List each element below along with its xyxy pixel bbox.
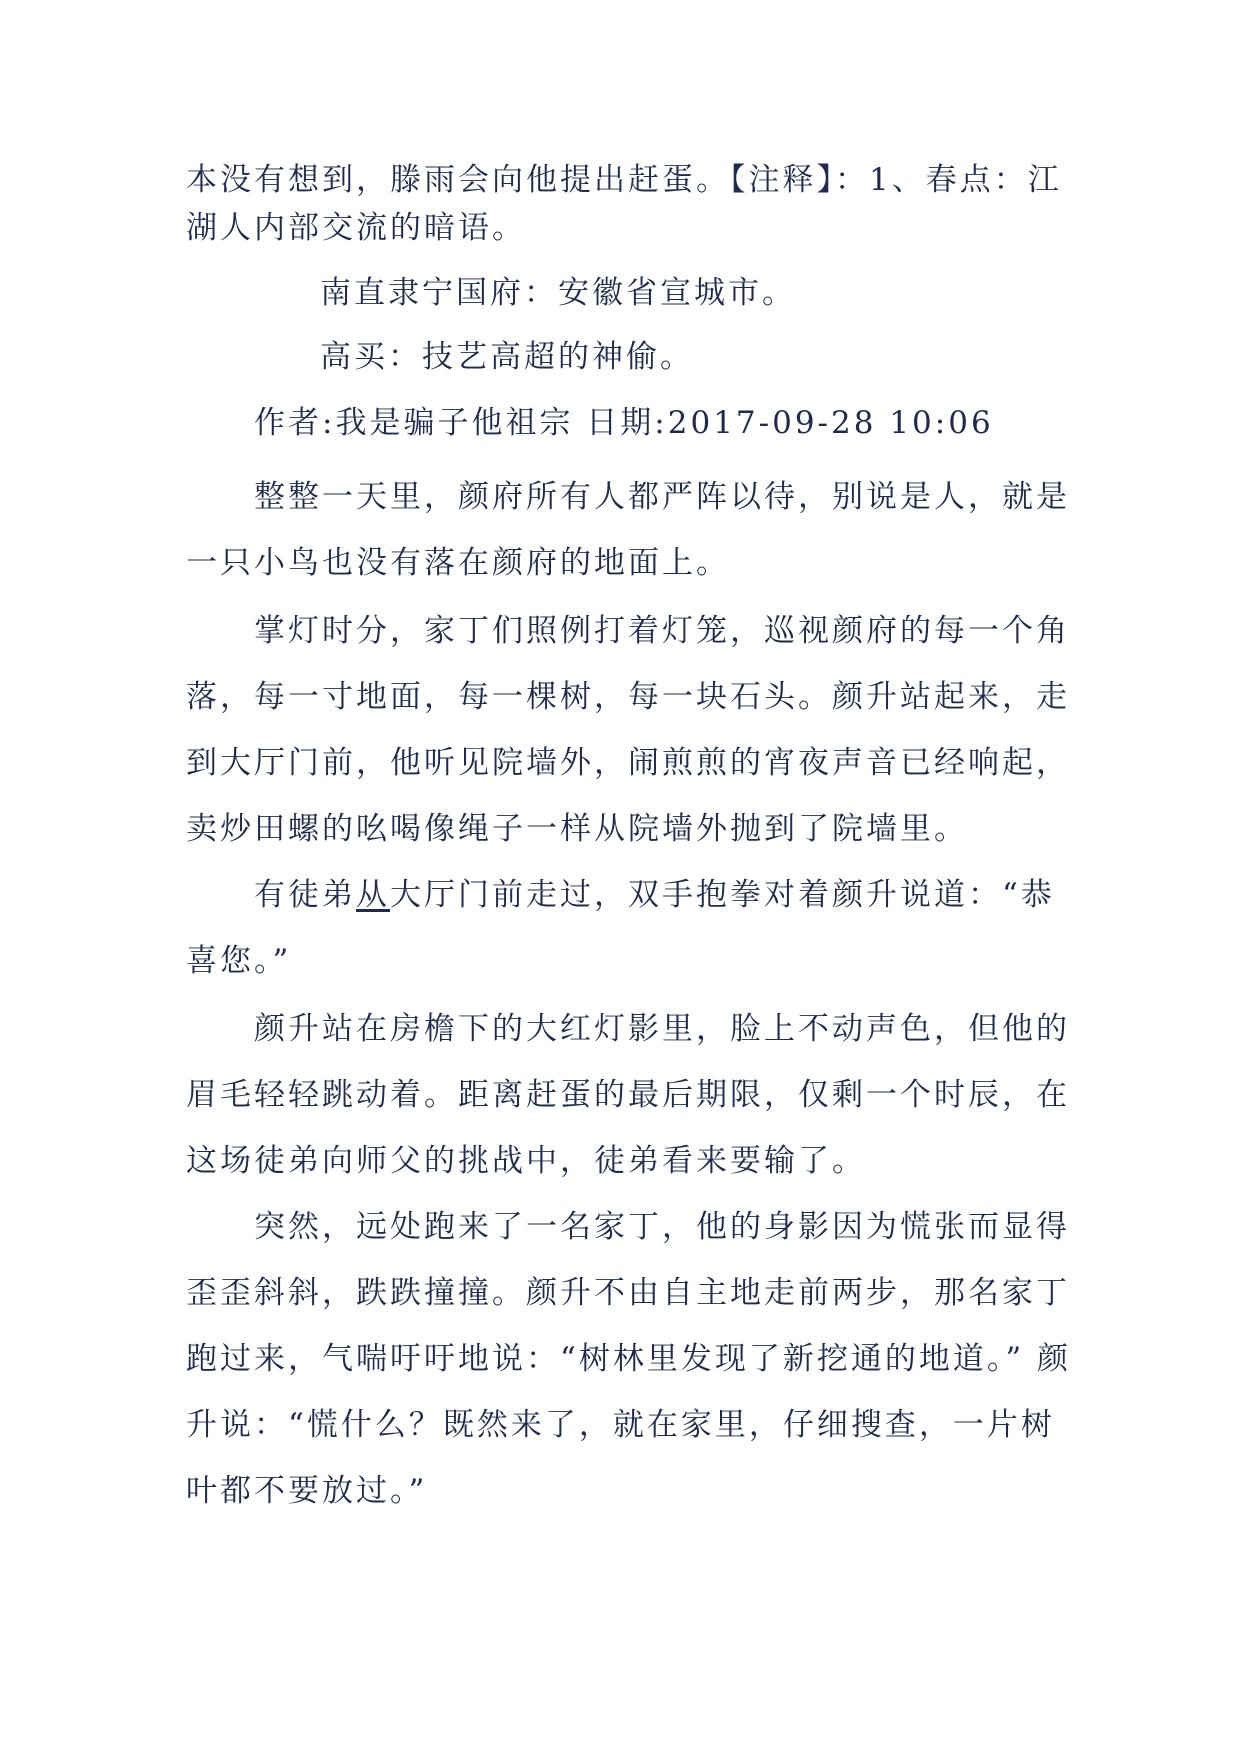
paragraph-note-gaomai: 高买：技艺高超的神偷。 xyxy=(320,339,694,375)
paragraph-apprentice xyxy=(186,862,1086,994)
paragraph-whole-day: 整整一天里，颜府所有人都严阵以待，别说是人，就是一只小鸟也没有落在颜府的地面上。 xyxy=(186,479,1070,581)
p7-text-before: 有徒弟 xyxy=(254,877,356,913)
paragraph-note-ningguo: 南直隶宁国府：安徽省宣城市。 xyxy=(320,275,796,311)
paragraph-annotation: 本没有想到，滕雨会向他提出赶蛋。【注释】：1、春点：江湖人内部交流的暗语。 xyxy=(186,162,1062,246)
author-date-line: 作者:我是骗子他祖宗 日期:2017-09-28 10:06 xyxy=(254,405,994,441)
paragraph-lamp-time: 掌灯时分，家丁们照例打着灯笼，巡视颜府的每一个角落，每一寸地面，每一棵树，每一块石头。颜升站起来，走到大厅门前，他听见院墙外，闹煎煎的宵夜声音已经响起，卖炒田螺的吆喝像绳子一样从院墙外抛到了院墙里。 xyxy=(186,613,1070,847)
p7-underlined-word: 从 xyxy=(356,877,390,913)
paragraph-red-lantern: 颜升站在房檐下的大红灯影里，脸上不动声色，但他的眉毛轻轻跳动着。距离赶蛋的最后期限，仅剩一个时辰，在这场徒弟向师父的挑战中，徒弟看来要输了。 xyxy=(186,1011,1070,1179)
p7-text-after: 大厅门前走过，双手抱拳对着颜升说道：“恭喜您。” xyxy=(186,877,1055,979)
paragraph-sudden-servant: 突然，远处跑来了一名家丁，他的身影因为慌张而显得歪歪斜斜，跌跌撞撞。颜升不由自主地走前两步，那名家丁跑过来，气喘吁吁地说：“树林里发现了新挖通的地道。” 颜升说：“慌什么？既然来了，就在家里，仔细搜查，一片树叶都不要放过。” xyxy=(186,1209,1072,1509)
